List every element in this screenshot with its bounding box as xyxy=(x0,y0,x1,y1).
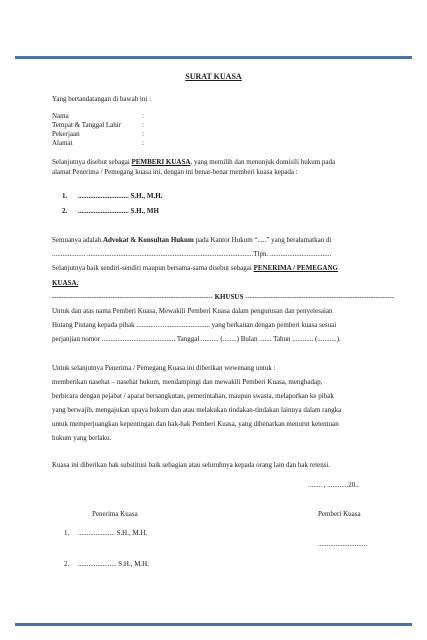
lawyer-name: ............................. S.H., MH xyxy=(78,207,159,215)
khusus-divider xyxy=(52,293,394,302)
field-label-alamat: Alamat xyxy=(52,139,73,147)
paragraph-mewakili: Untuk dan atas nama Pemberi Kuasa, Mewakili Pemberi Kuasa dalam pengurusan dan penyelesaian xyxy=(52,307,333,315)
paragraph-penerima xyxy=(52,264,338,273)
substitusi-paragraph: Kuasa ini diberikan hak substitusi baik sebagian atau seluruhnya kepada orang lain dan hak retensi. xyxy=(52,461,331,469)
intro-text: Yang bertandatangan di bawah ini : xyxy=(52,95,152,103)
advokat-term: Advokat & Konsultan Hukum xyxy=(102,236,194,244)
receiver-label: Penerima Kuasa xyxy=(92,510,138,518)
lawyer-name: ............................. S.H., M.H. xyxy=(78,192,163,200)
text-segment: Selanjutnya baik sendiri-sendiri maupun bersama-sama disebut sebagai xyxy=(52,264,254,272)
giver-label: Pemberi Kuasa xyxy=(318,510,361,518)
paragraph-advokat xyxy=(52,236,331,245)
text-segment: Semuanya adalah xyxy=(52,236,103,244)
text-segment: Selanjutnya disebut sebagai xyxy=(52,158,132,166)
field-sep: : xyxy=(142,139,144,147)
lawyer-number: 2. xyxy=(62,207,68,215)
wewenang-line: yang berwajib, mengajukan upaya hukum dan atau melakukan tindakan-tindakan lainnya dalam rangka xyxy=(52,406,342,414)
receiver-number: 2. xyxy=(64,560,70,568)
paragraph-mewakili-line2: Hutang Piutang kepada pihak .......................................... yang berkaitan dengan pemberi kuasa sesuai xyxy=(52,321,337,329)
wewenang-line: hukum yang berlaku. xyxy=(52,434,112,442)
divider-dashes: ---------------------------------------------------------------- xyxy=(245,293,395,301)
wewenang-line: untuk memperjuangkan kepentingan dan hak-hak Pemberi Kuasa, yang dibenarkan menurut ketentuan xyxy=(52,420,339,428)
receiver-name: ...................... S.H., M.H. xyxy=(78,560,149,568)
lawyer-number: 1. xyxy=(62,192,68,200)
penerima-kuasa-term: PENERIMA / PEMEGANG xyxy=(253,264,338,272)
document-title: SURAT KUASA xyxy=(185,72,242,81)
giver-name: ............................ xyxy=(318,540,367,548)
bottom-rule xyxy=(15,623,412,626)
field-label-nama: Nama xyxy=(52,112,69,120)
field-sep: : xyxy=(142,130,144,138)
date-line: ........ , ............20.. xyxy=(308,481,359,489)
khusus-label: KHUSUS xyxy=(214,293,244,301)
field-label-ttl: Tempat & Tanggal Lahir xyxy=(52,121,122,129)
divider-dashes: --------------------------------------------------------------------- xyxy=(52,293,213,301)
field-label-pekerjaan: Pekerjaan xyxy=(52,130,80,138)
text-segment: , yang memilih dan menunjuk domisili hukum pada xyxy=(190,158,336,166)
wewenang-line: memberikan nasehat – nasehat hukum, mendampingi dan mewakili Pemberi Kuasa, menghadap, xyxy=(52,378,323,386)
wewenang-line: berbicara dengan pejabat / aparat bersangkutan, pemerintahan, maupun swasta, melaporkan ke pihak xyxy=(52,392,334,400)
receiver-name: ..................... S.H., M.H. xyxy=(78,529,148,537)
paragraph-pemberi-kuasa-line2: alamat Penerima / Pemegang kuasa ini, dengan ini benar-benar memberi kuasa kepada : xyxy=(52,168,298,176)
penerima-kuasa-term-cont: KUASA. xyxy=(52,279,79,287)
text-segment: pada Kantor Hukum “.....” yang beralamatkan di xyxy=(193,236,332,244)
field-sep: : xyxy=(142,121,144,129)
wewenang-intro: Untuk selanjutnya Penerima / Pemegang Kuasa ini diberikan wewenang untuk : xyxy=(52,364,276,372)
paragraph-mewakili-line3: perjanjian nomor .......................................... Tanggal .......... (........) Bulan ....... Tahun ............ (...........). xyxy=(52,335,341,343)
address-line: ................... ...............................................................................................Tlpn. ................................... xyxy=(52,250,332,258)
field-sep: : xyxy=(142,112,144,120)
paragraph-pemberi-kuasa xyxy=(52,158,335,167)
receiver-number: 1. xyxy=(64,529,70,537)
pemberi-kuasa-term: PEMBERI KUASA xyxy=(131,158,191,166)
top-rule xyxy=(15,56,412,59)
